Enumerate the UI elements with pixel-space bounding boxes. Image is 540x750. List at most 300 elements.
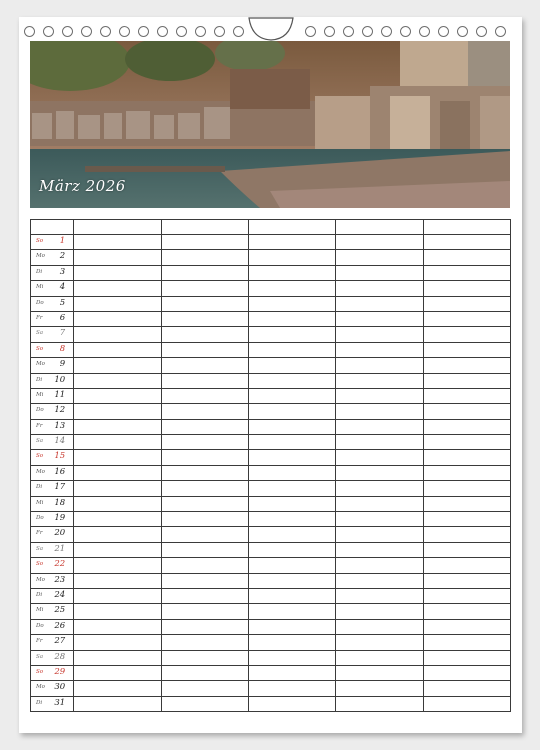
entry-cell[interactable]	[423, 635, 510, 650]
entry-cell[interactable]	[248, 619, 335, 634]
day-label-cell	[31, 265, 74, 280]
entry-cell[interactable]	[161, 512, 248, 527]
entry-cell[interactable]	[336, 665, 423, 680]
day-row	[31, 235, 511, 250]
entry-cell[interactable]	[423, 465, 510, 480]
day-row	[31, 358, 511, 373]
entry-cell[interactable]	[336, 465, 423, 480]
binding-ring-icon	[362, 26, 373, 37]
entry-cell[interactable]	[161, 665, 248, 680]
entry-cell[interactable]	[423, 542, 510, 557]
entry-cell[interactable]	[161, 496, 248, 511]
entry-cell[interactable]	[423, 619, 510, 634]
day-row	[31, 635, 511, 650]
day-number: 3	[59, 266, 66, 277]
entry-cell[interactable]	[161, 235, 248, 250]
entry-cell[interactable]	[74, 496, 161, 511]
binding-ring-icon	[157, 26, 168, 37]
day-number: 18	[54, 497, 66, 508]
day-row	[31, 481, 511, 496]
entry-cell[interactable]	[74, 696, 161, 711]
binding-ring-icon	[457, 26, 468, 37]
day-row	[31, 573, 511, 588]
entry-cell[interactable]	[248, 665, 335, 680]
day-number: 22	[54, 559, 66, 570]
entry-cell[interactable]	[161, 635, 248, 650]
day-number: 8	[59, 343, 66, 354]
month-title: März 2026	[39, 177, 126, 195]
calendar-page	[19, 17, 522, 733]
entry-cell[interactable]	[423, 696, 510, 711]
day-label-cell	[31, 558, 74, 573]
entry-cell[interactable]	[74, 342, 161, 357]
entry-cell[interactable]	[74, 650, 161, 665]
entry-cell[interactable]	[336, 681, 423, 696]
entry-cell[interactable]	[161, 619, 248, 634]
entry-cell[interactable]	[161, 465, 248, 480]
entry-cell[interactable]	[423, 281, 510, 296]
planner-grid	[30, 219, 511, 712]
entry-cell[interactable]	[423, 496, 510, 511]
entry-cell[interactable]	[161, 327, 248, 342]
day-label-cell	[31, 358, 74, 373]
weekday-label: Mo	[36, 576, 45, 583]
weekday-label: Di	[36, 699, 43, 706]
entry-cell[interactable]	[423, 665, 510, 680]
entry-cell[interactable]	[336, 588, 423, 603]
binding-ring-icon	[381, 26, 392, 37]
weekday-label: Di	[36, 268, 43, 275]
header-photo	[30, 41, 510, 208]
person-header-cell[interactable]	[336, 220, 423, 235]
day-number: 23	[54, 574, 66, 585]
weekday-label: Mo	[36, 361, 45, 368]
entry-cell[interactable]	[423, 311, 510, 326]
entry-cell[interactable]	[74, 635, 161, 650]
entry-cell[interactable]	[74, 419, 161, 434]
weekday-label: Do	[36, 515, 44, 522]
binding-ring-icon	[138, 26, 149, 37]
entry-cell[interactable]	[248, 650, 335, 665]
person-header-cell[interactable]	[248, 220, 335, 235]
entry-cell[interactable]	[336, 373, 423, 388]
entry-cell[interactable]	[248, 496, 335, 511]
weekday-label: So	[36, 561, 44, 568]
entry-cell[interactable]	[161, 558, 248, 573]
day-label-cell	[31, 696, 74, 711]
day-row	[31, 604, 511, 619]
entry-cell[interactable]	[423, 512, 510, 527]
day-label-cell	[31, 527, 74, 542]
day-label-cell	[31, 512, 74, 527]
entry-cell[interactable]	[336, 619, 423, 634]
day-label-cell	[31, 465, 74, 480]
entry-cell[interactable]	[74, 327, 161, 342]
entry-cell[interactable]	[248, 435, 335, 450]
header-row	[31, 220, 511, 235]
entry-cell[interactable]	[336, 388, 423, 403]
binding-ring-icon	[233, 26, 244, 37]
entry-cell[interactable]	[161, 419, 248, 434]
binding-ring-icon	[305, 26, 316, 37]
binding-ring-icon	[438, 26, 449, 37]
day-number: 2	[59, 251, 66, 262]
day-label-cell	[31, 588, 74, 603]
day-label-cell	[31, 419, 74, 434]
day-label-cell	[31, 650, 74, 665]
entry-cell[interactable]	[423, 527, 510, 542]
day-number: 14	[54, 436, 66, 447]
entry-cell[interactable]	[74, 573, 161, 588]
day-row	[31, 527, 511, 542]
entry-cell[interactable]	[336, 512, 423, 527]
entry-cell[interactable]	[423, 235, 510, 250]
entry-cell[interactable]	[161, 450, 248, 465]
entry-cell[interactable]	[423, 342, 510, 357]
day-row	[31, 311, 511, 326]
day-row	[31, 373, 511, 388]
entry-cell[interactable]	[161, 265, 248, 280]
weekday-label: Mo	[36, 253, 45, 260]
day-row	[31, 342, 511, 357]
person-header-cell[interactable]	[161, 220, 248, 235]
entry-cell[interactable]	[161, 604, 248, 619]
day-number: 31	[54, 697, 66, 708]
day-label-cell	[31, 296, 74, 311]
entry-cell[interactable]	[336, 235, 423, 250]
weekday-label: Sa	[36, 545, 44, 552]
day-label-cell	[31, 388, 74, 403]
day-label-cell	[31, 311, 74, 326]
entry-cell[interactable]	[336, 650, 423, 665]
entry-cell[interactable]	[74, 681, 161, 696]
day-row	[31, 296, 511, 311]
day-number: 9	[59, 359, 66, 370]
weekday-label: Mi	[36, 607, 44, 614]
day-row	[31, 681, 511, 696]
entry-cell[interactable]	[248, 481, 335, 496]
weekday-label: Mi	[36, 391, 44, 398]
binding-ring-icon	[495, 26, 506, 37]
entry-cell[interactable]	[423, 481, 510, 496]
day-label-cell	[31, 404, 74, 419]
entry-cell[interactable]	[74, 542, 161, 557]
entry-cell[interactable]	[423, 388, 510, 403]
day-row	[31, 588, 511, 603]
binding-ring-icon	[195, 26, 206, 37]
day-label-cell	[31, 327, 74, 342]
entry-cell[interactable]	[248, 250, 335, 265]
entry-cell[interactable]	[336, 435, 423, 450]
day-number: 19	[54, 513, 66, 524]
day-label-cell	[31, 665, 74, 680]
entry-cell[interactable]	[161, 388, 248, 403]
entry-cell[interactable]	[161, 681, 248, 696]
binding-ring-icon	[62, 26, 73, 37]
entry-cell[interactable]	[74, 619, 161, 634]
entry-cell[interactable]	[161, 404, 248, 419]
entry-cell[interactable]	[248, 696, 335, 711]
entry-cell[interactable]	[248, 281, 335, 296]
day-number: 16	[54, 466, 66, 477]
entry-cell[interactable]	[161, 296, 248, 311]
entry-cell[interactable]	[336, 265, 423, 280]
weekday-label: So	[36, 345, 44, 352]
day-row	[31, 696, 511, 711]
binding-ring-icon	[476, 26, 487, 37]
entry-cell[interactable]	[423, 588, 510, 603]
entry-cell[interactable]	[336, 327, 423, 342]
day-row	[31, 665, 511, 680]
entry-cell[interactable]	[74, 373, 161, 388]
entry-cell[interactable]	[423, 650, 510, 665]
entry-cell[interactable]	[248, 419, 335, 434]
entry-cell[interactable]	[248, 388, 335, 403]
day-number: 12	[54, 405, 66, 416]
entry-cell[interactable]	[336, 696, 423, 711]
weekday-label: So	[36, 238, 44, 244]
entry-cell[interactable]	[161, 527, 248, 542]
weekday-label: Fr	[36, 422, 43, 429]
day-label-cell	[31, 573, 74, 588]
weekday-label: Mi	[36, 499, 44, 506]
weekday-label: Fr	[36, 638, 43, 645]
entry-cell[interactable]	[161, 588, 248, 603]
entry-cell[interactable]	[336, 542, 423, 557]
entry-cell[interactable]	[248, 373, 335, 388]
entry-cell[interactable]	[248, 527, 335, 542]
day-row	[31, 558, 511, 573]
day-number: 5	[59, 297, 66, 308]
day-number: 25	[54, 605, 66, 616]
entry-cell[interactable]	[248, 265, 335, 280]
day-row	[31, 327, 511, 342]
day-number: 30	[54, 682, 66, 693]
day-row	[31, 465, 511, 480]
weekday-label: Do	[36, 622, 44, 629]
day-number: 10	[54, 374, 66, 385]
day-label-cell	[31, 604, 74, 619]
entry-cell[interactable]	[74, 435, 161, 450]
day-label-cell	[31, 250, 74, 265]
entry-cell[interactable]	[248, 311, 335, 326]
day-row	[31, 450, 511, 465]
entry-cell[interactable]	[336, 342, 423, 357]
binding-ring-icon	[43, 26, 54, 37]
day-row	[31, 404, 511, 419]
entry-cell[interactable]	[74, 281, 161, 296]
entry-cell[interactable]	[161, 542, 248, 557]
day-row	[31, 435, 511, 450]
entry-cell[interactable]	[336, 481, 423, 496]
entry-cell[interactable]	[161, 435, 248, 450]
entry-cell[interactable]	[248, 558, 335, 573]
entry-cell[interactable]	[74, 404, 161, 419]
entry-cell[interactable]	[423, 558, 510, 573]
entry-cell[interactable]	[423, 419, 510, 434]
entry-cell[interactable]	[248, 588, 335, 603]
entry-cell[interactable]	[74, 235, 161, 250]
entry-cell[interactable]	[74, 250, 161, 265]
entry-cell[interactable]	[248, 542, 335, 557]
entry-cell[interactable]	[161, 358, 248, 373]
entry-cell[interactable]	[161, 481, 248, 496]
entry-cell[interactable]	[248, 358, 335, 373]
entry-cell[interactable]	[423, 681, 510, 696]
entry-cell[interactable]	[423, 250, 510, 265]
entry-cell[interactable]	[336, 496, 423, 511]
day-number: 15	[54, 451, 66, 462]
entry-cell[interactable]	[161, 650, 248, 665]
day-row	[31, 250, 511, 265]
entry-cell[interactable]	[248, 573, 335, 588]
entry-cell[interactable]	[248, 235, 335, 250]
entry-cell[interactable]	[423, 435, 510, 450]
weekday-label: Do	[36, 299, 44, 306]
day-label-cell	[31, 681, 74, 696]
day-label-cell	[31, 619, 74, 634]
weekday-label: Do	[36, 407, 44, 414]
weekday-label: Di	[36, 376, 43, 383]
day-row	[31, 281, 511, 296]
entry-cell[interactable]	[248, 604, 335, 619]
weekday-label: So	[36, 453, 44, 460]
day-label-cell	[31, 281, 74, 296]
binding-ring-icon	[81, 26, 92, 37]
entry-cell[interactable]	[423, 296, 510, 311]
binding-ring-icon	[343, 26, 354, 37]
entry-cell[interactable]	[161, 311, 248, 326]
entry-cell[interactable]	[336, 558, 423, 573]
weekday-label: Mo	[36, 468, 45, 475]
person-header-cell[interactable]	[74, 220, 161, 235]
entry-cell[interactable]	[74, 604, 161, 619]
day-row	[31, 650, 511, 665]
day-number: 11	[54, 389, 66, 400]
day-number: 1	[59, 236, 66, 246]
entry-cell[interactable]	[161, 250, 248, 265]
entry-cell[interactable]	[423, 573, 510, 588]
entry-cell[interactable]	[423, 404, 510, 419]
binding-ring-icon	[324, 26, 335, 37]
day-row	[31, 496, 511, 511]
day-number: 26	[54, 620, 66, 631]
entry-cell[interactable]	[248, 404, 335, 419]
entry-cell[interactable]	[74, 527, 161, 542]
entry-cell[interactable]	[423, 358, 510, 373]
entry-cell[interactable]	[161, 281, 248, 296]
entry-cell[interactable]	[423, 373, 510, 388]
entry-cell[interactable]	[423, 327, 510, 342]
entry-cell[interactable]	[423, 450, 510, 465]
weekday-label: Mo	[36, 684, 45, 691]
binding-ring-icon	[400, 26, 411, 37]
entry-cell[interactable]	[248, 512, 335, 527]
entry-cell[interactable]	[74, 450, 161, 465]
entry-cell[interactable]	[74, 311, 161, 326]
entry-cell[interactable]	[248, 681, 335, 696]
day-number: 27	[54, 636, 66, 647]
entry-cell[interactable]	[336, 527, 423, 542]
entry-cell[interactable]	[336, 419, 423, 434]
binding-ring-icon	[176, 26, 187, 37]
entry-cell[interactable]	[74, 388, 161, 403]
entry-cell[interactable]	[336, 358, 423, 373]
entry-cell[interactable]	[336, 450, 423, 465]
weekday-label: Sa	[36, 438, 44, 445]
day-row	[31, 265, 511, 280]
entry-cell[interactable]	[336, 604, 423, 619]
entry-cell[interactable]	[423, 604, 510, 619]
entry-cell[interactable]	[423, 265, 510, 280]
entry-cell[interactable]	[336, 573, 423, 588]
entry-cell[interactable]	[336, 296, 423, 311]
day-row	[31, 388, 511, 403]
entry-cell[interactable]	[336, 311, 423, 326]
day-label-cell	[31, 450, 74, 465]
entry-cell[interactable]	[74, 296, 161, 311]
day-row	[31, 542, 511, 557]
entry-cell[interactable]	[336, 281, 423, 296]
entry-cell[interactable]	[336, 635, 423, 650]
day-number: 4	[59, 282, 66, 293]
entry-cell[interactable]	[161, 573, 248, 588]
day-label-cell	[31, 481, 74, 496]
person-header-cell[interactable]	[423, 220, 510, 235]
binding-ring-icon	[24, 26, 35, 37]
day-number: 21	[54, 543, 66, 554]
entry-cell[interactable]	[336, 404, 423, 419]
entry-cell[interactable]	[161, 342, 248, 357]
entry-cell[interactable]	[248, 342, 335, 357]
day-number: 20	[54, 528, 66, 539]
entry-cell[interactable]	[74, 558, 161, 573]
day-number: 7	[59, 328, 66, 339]
entry-cell[interactable]	[248, 465, 335, 480]
entry-cell[interactable]	[74, 512, 161, 527]
day-row	[31, 619, 511, 634]
entry-cell[interactable]	[161, 696, 248, 711]
entry-cell[interactable]	[74, 358, 161, 373]
weekday-label: Di	[36, 591, 43, 598]
day-number: 6	[59, 312, 66, 323]
entry-cell[interactable]	[248, 450, 335, 465]
day-label-cell	[31, 496, 74, 511]
entry-cell[interactable]	[248, 296, 335, 311]
entry-cell[interactable]	[74, 665, 161, 680]
entry-cell[interactable]	[74, 465, 161, 480]
day-label-cell	[31, 635, 74, 650]
binding-ring-icon	[119, 26, 130, 37]
day-label-cell	[31, 435, 74, 450]
entry-cell[interactable]	[74, 481, 161, 496]
weekday-label: Mi	[36, 284, 44, 291]
day-number: 17	[54, 482, 66, 493]
entry-cell[interactable]	[248, 327, 335, 342]
binding-ring-icon	[100, 26, 111, 37]
hanger-hook-icon	[248, 17, 294, 41]
weekday-label: Fr	[36, 530, 43, 537]
entry-cell[interactable]	[161, 373, 248, 388]
entry-cell[interactable]	[336, 250, 423, 265]
day-label-cell	[31, 235, 74, 250]
entry-cell[interactable]	[74, 588, 161, 603]
binding-ring-icon	[419, 26, 430, 37]
entry-cell[interactable]	[248, 635, 335, 650]
entry-cell[interactable]	[74, 265, 161, 280]
weekday-label: So	[36, 668, 44, 675]
day-label-cell	[31, 542, 74, 557]
